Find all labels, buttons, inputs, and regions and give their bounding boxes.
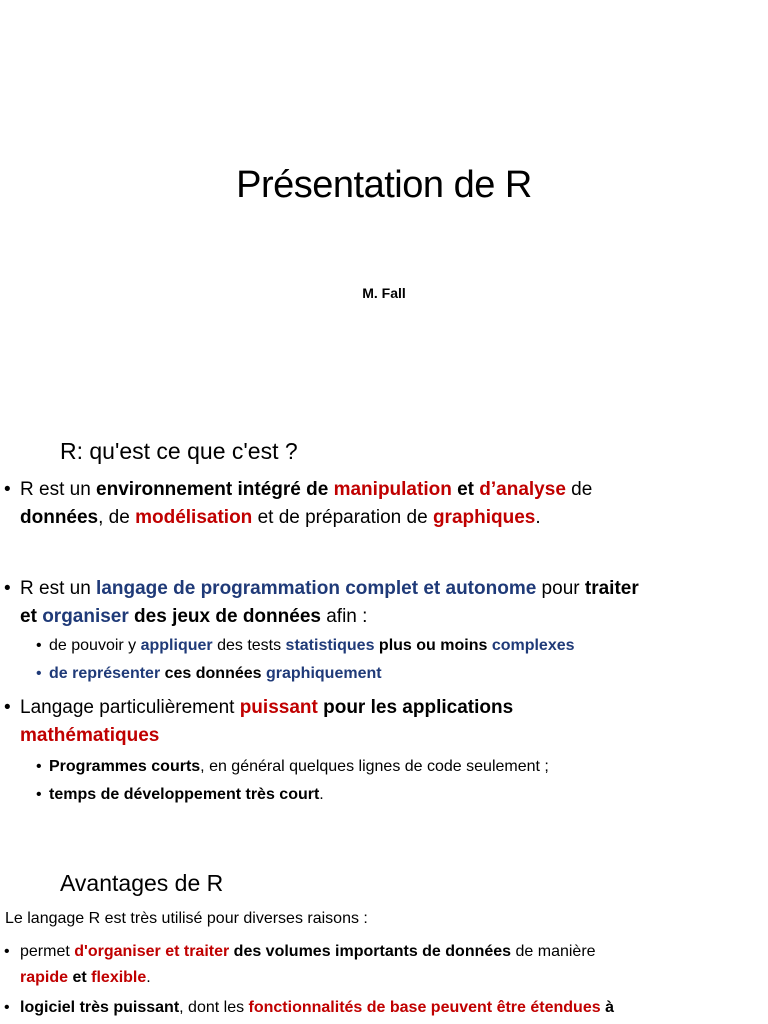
text-line <box>20 939 596 965</box>
text-run: puissant <box>239 697 318 718</box>
text-run: mathématiques <box>20 725 160 746</box>
text-run: d'organiser et traiter <box>74 943 230 960</box>
bullet-marker: • <box>4 697 11 718</box>
bullet-item <box>4 694 514 750</box>
text-run: langage de programmation complet et autonome <box>96 578 537 599</box>
text-run: flexible <box>91 969 147 986</box>
text-line <box>49 753 549 781</box>
text-run: et de préparation de <box>252 507 433 528</box>
text-run: de manière <box>511 943 596 960</box>
text-run: appliquer <box>140 637 213 654</box>
page-title: Présentation de R <box>236 164 532 206</box>
text-run: environnement intégré de <box>96 479 334 500</box>
text-line <box>20 476 592 504</box>
text-run: R est un <box>20 479 97 500</box>
text-run: et <box>20 606 43 627</box>
text-run: graphiques <box>432 507 536 528</box>
sub-bullet-item <box>36 632 575 660</box>
text-run: manipulation <box>333 479 452 500</box>
text-run: organiser <box>42 606 129 627</box>
text-line <box>20 603 639 631</box>
text-line <box>20 965 596 991</box>
section-intro: Le langage R est très utilisé pour diverses raisons : <box>5 910 368 927</box>
text-run: afin : <box>320 606 368 627</box>
section-heading: Avantages de R <box>60 870 224 896</box>
text-run: de représenter <box>49 665 161 682</box>
sub-bullet-item <box>36 753 549 781</box>
sub-bullet-item <box>36 660 382 688</box>
text-run: d’analyse <box>479 479 566 500</box>
text-run: pour <box>536 578 585 599</box>
text-run: et <box>451 479 480 500</box>
text-line <box>49 781 324 809</box>
text-run: . <box>146 969 151 986</box>
text-run: pour les applications <box>317 697 514 718</box>
text-run: des jeux de données <box>128 606 321 627</box>
text-run: ces données <box>160 665 266 682</box>
text-run: à <box>600 999 614 1016</box>
text-run: , de <box>98 507 136 528</box>
text-run: graphiquement <box>266 665 382 682</box>
text-run: modélisation <box>135 507 253 528</box>
text-run: plus ou moins <box>374 637 492 654</box>
text-line <box>20 504 592 532</box>
text-run: Langage particulièrement <box>20 697 240 718</box>
text-line <box>20 575 639 603</box>
bullet-item <box>4 939 596 991</box>
text-run: statistiques <box>285 637 375 654</box>
bullet-marker: • <box>4 943 10 960</box>
text-run: de pouvoir y <box>49 637 141 654</box>
text-run: , en général quelques lignes de code seulement ; <box>200 758 549 775</box>
text-run: complexes <box>491 637 575 654</box>
text-line <box>49 632 575 660</box>
text-run: permet <box>20 943 75 960</box>
text-run: . <box>535 507 541 528</box>
text-run: de <box>565 479 593 500</box>
text-run: logiciel très puissant <box>20 999 180 1016</box>
bullet-item <box>4 575 639 631</box>
text-run: et <box>68 969 92 986</box>
text-run: traiter <box>584 578 639 599</box>
bullet-marker: • <box>4 578 11 599</box>
text-run: , dont les <box>179 999 249 1016</box>
text-line <box>49 660 382 688</box>
text-run: rapide <box>20 969 69 986</box>
bullet-marker: • <box>36 786 42 803</box>
section-heading: R: qu'est ce que c'est ? <box>60 438 298 464</box>
author-name: M. Fall <box>362 285 406 301</box>
text-line <box>20 995 614 1021</box>
bullet-marker: • <box>36 637 42 654</box>
text-run: . <box>319 786 324 803</box>
bullet-marker: • <box>36 665 42 682</box>
text-run: des volumes importants de données <box>229 943 512 960</box>
bullet-item <box>4 995 614 1021</box>
text-run: données <box>20 507 99 528</box>
text-line <box>20 722 513 750</box>
text-run: temps de développement très court <box>49 786 320 803</box>
text-run: Programmes courts <box>49 758 201 775</box>
text-run: R est un <box>20 578 97 599</box>
bullet-item <box>4 476 593 532</box>
bullet-marker: • <box>4 479 11 500</box>
bullet-marker: • <box>36 758 42 775</box>
text-run: des tests <box>212 637 286 654</box>
sub-bullet-item <box>36 781 324 809</box>
text-run: fonctionnalités de base peuvent être étendues <box>248 999 601 1016</box>
text-line <box>20 694 513 722</box>
bullet-marker: • <box>4 999 10 1016</box>
